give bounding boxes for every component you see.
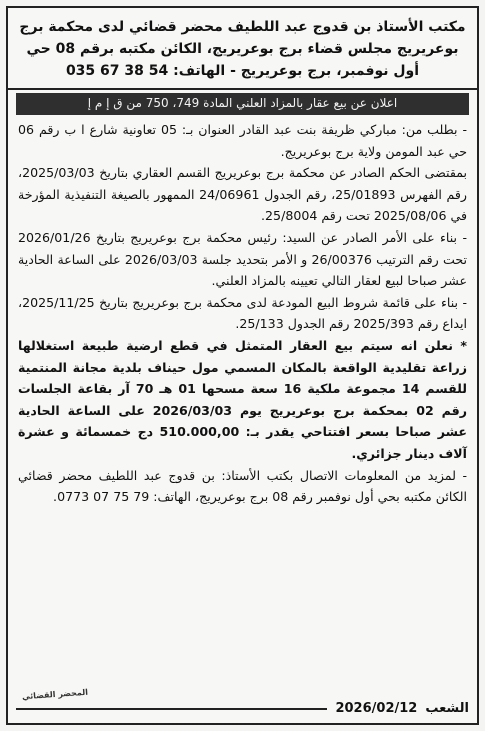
notice-paragraph-order: - بناء على الأمر الصادر عن السيد: رئيس محكمة برج بوعريريج بتاريخ 2026/01/26 تحت رقم الترتيب 26/00376 و الأمر بتحديد جلسة 2026/03/03 على الساعة الحادية عشر صباحا لبيع لعقار التالي تعيينه بالمزاد العلني. [18, 229, 467, 289]
notice-footer [8, 683, 477, 723]
newspaper-name: الشعب [425, 701, 469, 716]
legal-notice [6, 6, 479, 725]
publication-line [16, 701, 469, 716]
notice-paragraph-requester: - بطلب من: مباركي ظريفة بنت عبد القادر العنوان بـ: 05 تعاونية شارع ا ب رقم 06 حي عبد المومن ولاية برج بوعريريج. [18, 122, 467, 159]
notice-banner: اعلان عن بيع عقار بالمزاد العلني المادة 749، 750 من ق إ م إ [16, 93, 469, 115]
notice-paragraph-conditions: - بناء على قائمة شروط البيع المودعة لدى محكمة برج بوعريريج بتاريخ 2025/11/25، ايداع رقم 2025/393 رقم الجدول 25/133. [18, 294, 467, 332]
publication-date: 2026/02/12 [335, 701, 418, 716]
notice-paragraph-contact: - لمزيد من المعلومات الاتصال بكتب الأستاذ: بن قدوج عبد اللطيف محضر قضائي الكائن مكتبه بحي أول نوفمبر رقم 08 برج بوعريريج، الهاتف: 79 75 07 0773. [18, 467, 467, 505]
bailiff-stamp: المحضر القضائي [21, 687, 89, 702]
notice-paragraph-sale: * نعلن انه سيتم بيع العقار المتمثل في قطع ارضية طبيعة استغلالها زراعة تقليدية الواقعة بالمكان المسمي مول حيناف بلدية مجانة المنتمية للقسم 14 مجموعة ملكية 16 سعة مسحها 01 هـ 70 آر بقاعة الجلسات رقم 02 بمحكمة برج بوعريريج يوم 2026/03/03 على الساعة الحادية عشر صباحا بسعر افتتاحي يقدر بـ: 510.000,00 دج خمسمائة و عشرة آلاف دينار جزائري. [18, 337, 468, 461]
notice-header: مكتب الأستاذ بن قدوج عبد اللطيف محضر قضائي لدى محكمة برج بوعريريج مجلس قضاء برج بوعريريج، الكائن مكتبه برقم 08 حي أول نوفمبر، برج بوعريريج - الهاتف: 54 38 67 035 [8, 8, 477, 90]
footer-divider [16, 708, 327, 710]
notice-paragraph-judgment: بمقتضى الحكم الصادر عن محكمة برج بوعريريج القسم العقاري بتاريخ 2025/03/03، رقم الفهرس 25/01893، رقم الجدول 24/06961 الممهور بالصيغة التنفيذية المؤرخة في 2025/08/06 تحت رقم 25/8004. [18, 165, 467, 224]
notice-body [8, 115, 477, 508]
